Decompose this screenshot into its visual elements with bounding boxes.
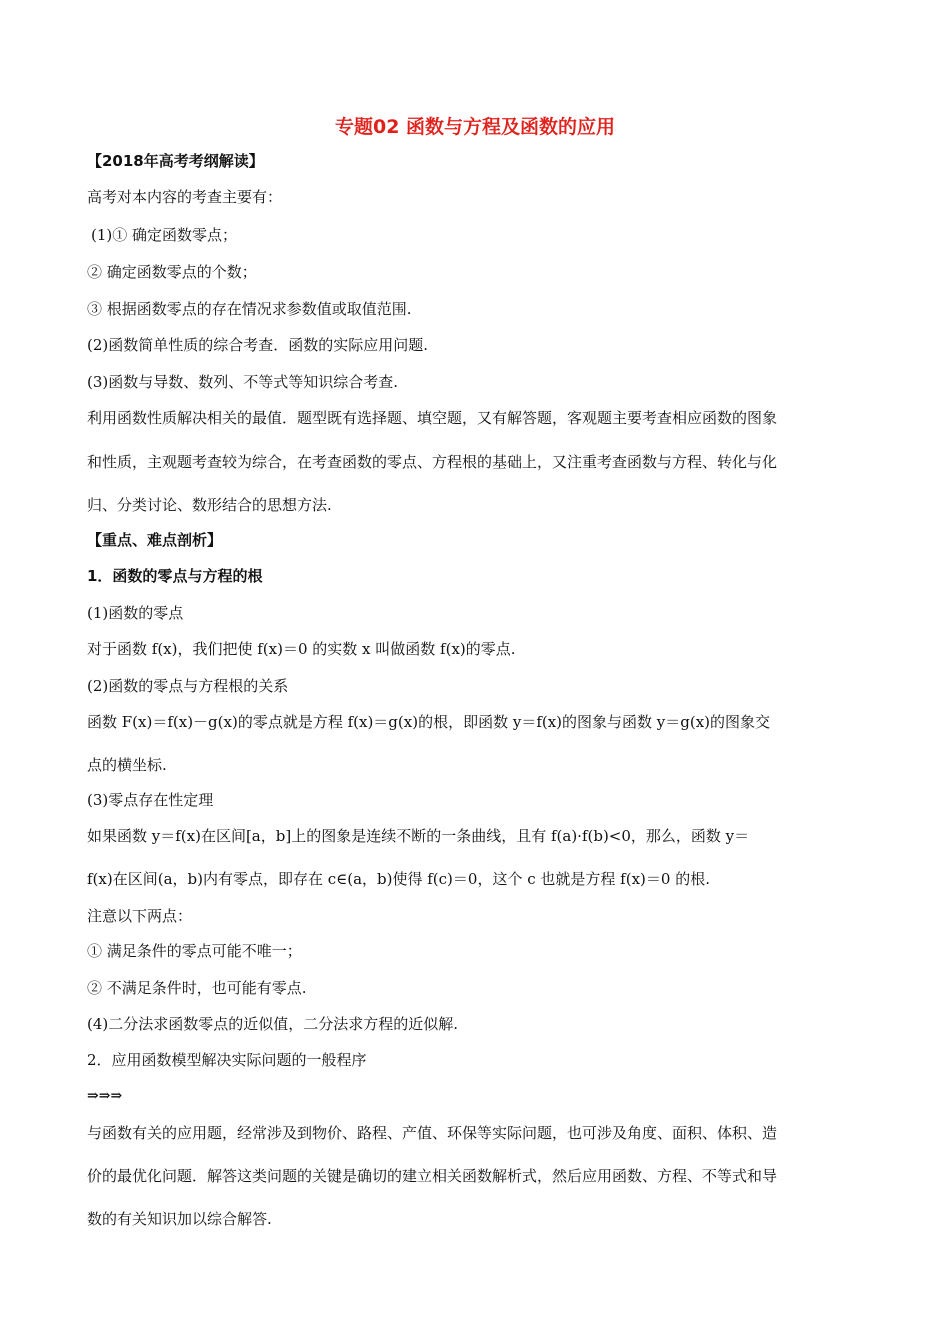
paragraph-line: 2．应用函数模型解决实际问题的一般程序: [87, 1051, 367, 1069]
subheading: 1．函数的零点与方程的根: [87, 567, 263, 585]
paragraph-line: (4)二分法求函数零点的近似值，二分法求方程的近似解.: [87, 1015, 459, 1033]
paragraph-line: 数的有关知识加以综合解答.: [87, 1210, 272, 1228]
paragraph-line: (2)函数简单性质的综合考查．函数的实际应用问题.: [87, 336, 429, 354]
paragraph-line: 归、分类讨论、数形结合的思想方法.: [87, 496, 332, 514]
paragraph-line: 如果函数 y＝f(x)在区间[a，b]上的图象是连续不断的一条曲线，且有 f(a)·f(b)<0，那么，函数 y＝: [87, 827, 750, 845]
paragraph-line: ① 满足条件的零点可能不唯一；: [87, 942, 302, 960]
paragraph-line: ② 确定函数零点的个数；: [87, 263, 257, 281]
paragraph-line: (3)函数与导数、数列、不等式等知识综合考查.: [87, 373, 399, 391]
section-heading-exam-outline: 【2018年高考考纲解读】: [87, 152, 264, 170]
paragraph-line: f(x)在区间(a，b)内有零点，即存在 c∈(a，b)使得 f(c)＝0，这个 c 也就是方程 f(x)＝0 的根.: [87, 870, 710, 888]
page-title: 专题02 函数与方程及函数的应用: [334, 116, 616, 138]
paragraph-line: 函数 F(x)＝f(x)－g(x)的零点就是方程 f(x)＝g(x)的根，即函数 y＝f(x)的图象与函数 y＝g(x)的图象交: [87, 713, 771, 731]
paragraph-line: (1)函数的零点: [87, 604, 184, 622]
paragraph-line: 高考对本内容的考查主要有：: [87, 188, 283, 206]
paragraph-line: 注意以下两点：: [87, 907, 193, 925]
paragraph-line: 点的横坐标.: [87, 756, 167, 774]
paragraph-line: (3)零点存在性定理: [87, 791, 214, 809]
paragraph-line: ③ 根据函数零点的存在情况求参数值或取值范围.: [87, 300, 412, 318]
paragraph-line: ② 不满足条件时，也可能有零点.: [87, 979, 307, 997]
paragraph-line: 对于函数 f(x)，我们把使 f(x)＝0 的实数 x 叫做函数 f(x)的零点.: [87, 640, 516, 658]
arrow-flow: ⇒⇒⇒: [87, 1088, 123, 1104]
paragraph-line: 与函数有关的应用题，经常涉及到物价、路程、产值、环保等实际问题，也可涉及角度、面积、体积、造: [87, 1124, 778, 1142]
paragraph-line: 利用函数性质解决相关的最值．题型既有选择题、填空题，又有解答题，客观题主要考查相应函数的图象: [87, 409, 778, 427]
paragraph-line: (2)函数的零点与方程根的关系: [87, 677, 289, 695]
paragraph-line: 价的最优化问题．解答这类问题的关键是确切的建立相关函数解析式，然后应用函数、方程、不等式和导: [87, 1167, 778, 1185]
paragraph-line: 和性质，主观题考查较为综合，在考查函数的零点、方程根的基础上，又注重考查函数与方程、转化与化: [87, 453, 778, 471]
paragraph-line: (1)① 确定函数零点；: [91, 226, 238, 244]
section-heading-key-points: 【重点、难点剖析】: [87, 531, 223, 549]
